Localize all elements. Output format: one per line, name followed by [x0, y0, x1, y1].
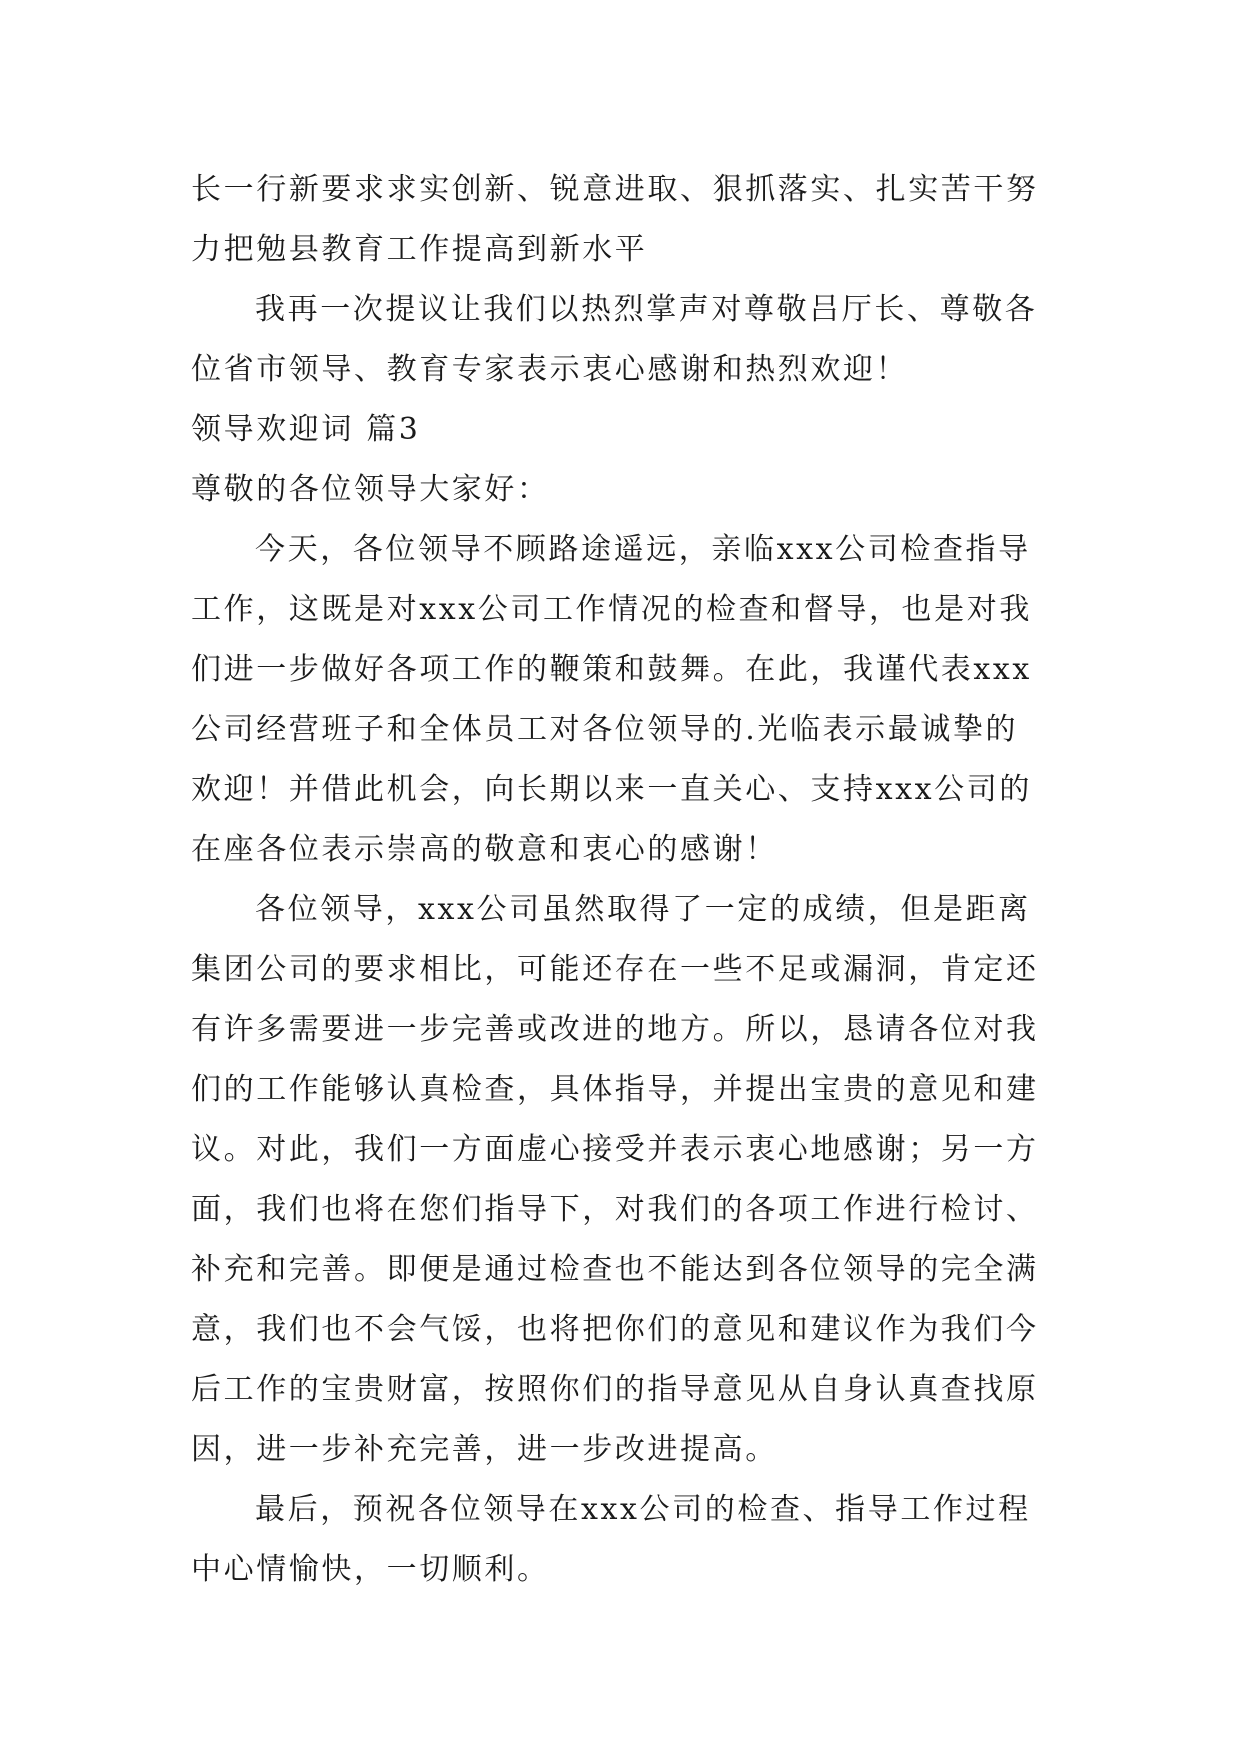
paragraph-start-line: 今天，各位领导不顾路途遥远，亲临xxx公司检查指导: [255, 532, 1031, 567]
text-line: 工作，这既是对xxx公司工作情况的检查和督导，也是对我: [191, 592, 1032, 627]
text-line: 长一行新要求求实创新、锐意进取、狠抓落实、扎实苦干努: [191, 172, 1039, 207]
text-line: 在座各位表示崇高的敬意和衷心的感谢！: [191, 832, 778, 867]
text-line: 位省市领导、教育专家表示衷心感谢和热烈欢迎！: [191, 352, 909, 387]
text-line: 因，进一步补充完善，进一步改进提高。: [191, 1432, 778, 1467]
text-line: 们的工作能够认真检查，具体指导，并提出宝贵的意见和建: [191, 1072, 1039, 1107]
text-line: 中心情愉快，一切顺利。: [191, 1552, 550, 1587]
text-line: 面，我们也将在您们指导下，对我们的各项工作进行检讨、: [191, 1192, 1039, 1227]
document-body: [191, 160, 1057, 1600]
text-line: 补充和完善。即便是通过检查也不能达到各位领导的完全满: [191, 1252, 1039, 1287]
text-line: 后工作的宝贵财富，按照你们的指导意见从自身认真查找原: [191, 1372, 1039, 1407]
paragraph-start-line: 各位领导，xxx公司虽然取得了一定的成绩，但是距离: [255, 892, 1031, 927]
salutation: 尊敬的各位领导大家好：: [191, 472, 550, 507]
text-line: 力把勉县教育工作提高到新水平: [191, 232, 648, 267]
text-line: 有许多需要进一步完善或改进的地方。所以，恳请各位对我: [191, 1012, 1039, 1047]
text-line: 公司经营班子和全体员工对各位领导的.光临表示最诚挚的: [191, 712, 1019, 747]
section-heading: 领导欢迎词 篇3: [191, 412, 421, 447]
text-line: 们进一步做好各项工作的鞭策和鼓舞。在此，我谨代表xxx: [191, 652, 1032, 687]
text-line: 意，我们也不会气馁，也将把你们的意见和建议作为我们今: [191, 1312, 1039, 1347]
text-line: 议。对此，我们一方面虚心接受并表示衷心地感谢；另一方: [191, 1132, 1039, 1167]
paragraph-start-line: 我再一次提议让我们以热烈掌声对尊敬吕厅长、尊敬各: [255, 292, 1038, 327]
text-line: 欢迎！并借此机会，向长期以来一直关心、支持xxx公司的: [191, 772, 1032, 807]
text-line: 集团公司的要求相比，可能还存在一些不足或漏洞，肯定还: [191, 952, 1039, 987]
paragraph-start-line: 最后，预祝各位领导在xxx公司的检查、指导工作过程: [255, 1492, 1031, 1527]
